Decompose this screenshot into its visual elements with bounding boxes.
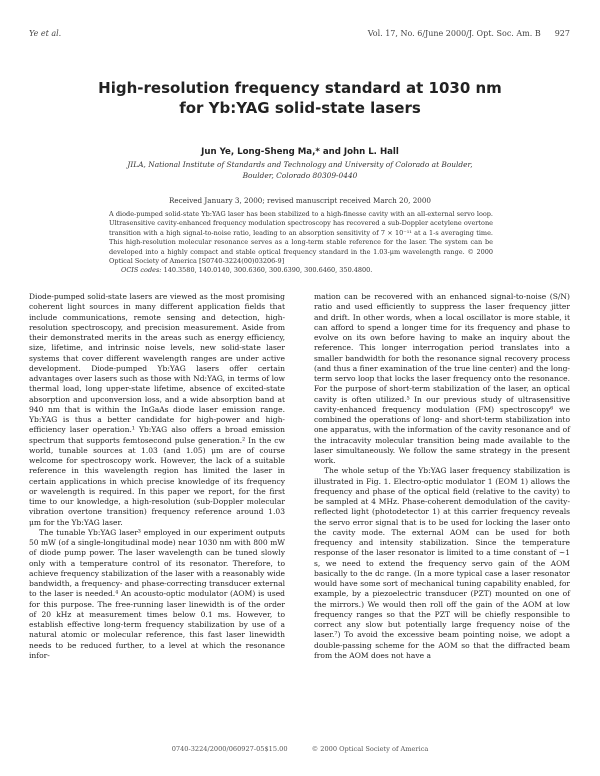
body-paragraph: The tunable Yb:YAG laser³ employed in our experiment outputs 50 mW (of a single-longitudinal mode) near 1030 nm with 800 mW of diode pump power. The laser wavelength can be tuned slowly only with a temperature control of its resonator. Therefore, to achieve frequency stabilization of the laser with a reasonably wide bandwidth, a frequency- and phase-correcting transducer external to the laser is needed.⁴ An acousto-optic modulator (AOM) is used for this purpose. The free-running laser linewidth is of the order of 20 kHz at measurement times below 0.1 ms. However, to establish effective long-term frequency stabilization by use of a natural atomic or molecular reference, this fast laser linewidth needs to be reduced further, to a level at which the resonance infor- <box>29 527 285 660</box>
ocis-codes <box>109 266 493 275</box>
journal-reference: Vol. 17, No. 6/June 2000/J. Opt. Soc. Am. B <box>367 29 541 38</box>
affiliation-line-1: JILA, National Institute of Standards and Technology and University of Colorado at Boulder, <box>127 160 473 169</box>
title-line-1: High-resolution frequency standard at 1030 nm <box>98 79 502 97</box>
page-footer <box>0 745 600 753</box>
author-list: Jun Ye, Long-Sheng Ma,* and John L. Hall <box>201 147 399 157</box>
running-author: Ye et al. <box>29 29 62 38</box>
body-column-right <box>314 292 570 661</box>
article-code: 0740-3224/2000/060927-05$15.00 <box>171 745 288 753</box>
ocis-label: OCIS codes: <box>121 266 162 275</box>
affiliation-line-2: Boulder, Colorado 80309-0440 <box>242 171 358 180</box>
body-column-left <box>29 292 285 661</box>
received-dates: Received January 3, 2000; revised manuscript received March 20, 2000 <box>168 196 432 205</box>
ocis-code-list: 140.3580, 140.0140, 300.6360, 300.6390, 300.6460, 350.4800. <box>163 266 373 275</box>
abstract <box>109 210 493 276</box>
running-header-right <box>354 29 570 38</box>
title-line-2: for Yb:YAG solid-state lasers <box>179 99 421 117</box>
abstract-text: A diode-pumped solid-state Yb:YAG laser has been stabilized to a high-finesse cavity with an all-external servo loop. Ultrasensitive cavity-enhanced frequency modulation spectroscopy has recovered a sub-Doppler acetylene overtone transition with a high signal-to-noise ratio, leading to an absorption sensitivity of 7 × 10⁻¹¹ at a 1-s averaging time. This high-resolution molecular resonance serves as a long-term stable reference for the laser. The system can be developed into a highly compact and stable optical frequency standard in the 1.03-μm wavelength range. © 2000 Optical Society of America [S0740-3224(00)03206-9] <box>109 210 493 266</box>
body-paragraph: Diode-pumped solid-state lasers are viewed as the most promising coherent light sources in many different application fields that include communications, remote sensing and detection, high-resolution spectroscopy, and precision measurement. Aside from their demonstrated merits in the areas such as energy efficiency, size, lifetime, and intrinsic noise levels, new solid-state laser systems that cover different wavelength ranges are under active development. Diode-pumped Yb:YAG lasers offer certain advantages over lasers such as those with Nd:YAG, in terms of low thermal load, long upper-state lifetime, absence of excited-state absorption and upconversion loss, and a wide absorption band at 940 nm that is within the InGaAs diode laser emission range. Yb:YAG is thus a better candidate for high-power and high-efficiency laser operation.¹ Yb:YAG also offers a broad emission spectrum that supports femtosecond pulse generation.² In the cw world, tunable sources at 1.03 (and 1.05) μm are of course welcome for spectroscopy work. However, the lack of a suitable reference in this wavelength region has limited the laser in certain applications in which precise knowledge of its frequency or wavelength is required. In this paper we report, for the first time to our knowledge, a high-resolution (sub-Doppler molecular vibration overtone transition) frequency reference around 1.03 μm for the Yb:YAG laser. <box>29 292 285 527</box>
copyright-notice: © 2000 Optical Society of America <box>311 745 429 753</box>
article-title <box>0 78 600 118</box>
body-paragraph: mation can be recovered with an enhanced signal-to-noise (S/N) ratio and used efficiently to suppress the laser frequency jitter and drift. In other words, when a local oscillator is more stable, it can afford to spend a longer time for its frequency and phase to evolve on its own before having to make an inquiry about the reference. This longer interrogation period translates into a smaller bandwidth for both the resonance signal recovery process (and thus a finer examination of the true line center) and the long-term servo loop that locks the laser frequency onto the resonance. For the purpose of short-term stabilization of the laser, an optical cavity is often utilized.⁵ In our previous study of ultrasensitive cavity-enhanced frequency modulation (FM) spectroscopy⁶ we combined the operations of long- and short-term stabilization into one apparatus, with the information of the cavity resonance and of the intracavity molecular transition being made available to the laser simultaneously. We follow the same strategy in the present work. <box>314 292 570 465</box>
page-number: 927 <box>554 29 570 38</box>
body-paragraph: The whole setup of the Yb:YAG laser frequency stabilization is illustrated in Fig. 1. Electro-optic modulator 1 (EOM 1) allows the frequency and phase of the optical field (relative to the cavity) to be sampled at 4 MHz. Phase-coherent demodulation of the cavity-reflected light (photodetector 1) at this carrier frequency reveals the servo error signal that is to be used for locking the laser onto the cavity mode. The external AOM can be used for both frequency and intensity stabilization. Since the temperature response of the laser resonator is limited to a time constant of ~1 s, we need to extend the frequency servo gain of the AOM basically to the dc range. (In a more typical case a laser resonator would have some sort of mechanical tuning capability enabled, for example, by a piezoelectric transducer (PZT) mounted on one of the mirrors.) We would then roll off the gain of the AOM at low frequency ranges so that the PZT will be chiefly responsible to correct any slow but potentially large frequency noise of the laser.⁷) To avoid the excessive beam pointing noise, we adopt a double-passing scheme for the AOM so that the diffracted beam from the AOM does not have a <box>314 466 570 660</box>
affiliation <box>0 159 600 181</box>
